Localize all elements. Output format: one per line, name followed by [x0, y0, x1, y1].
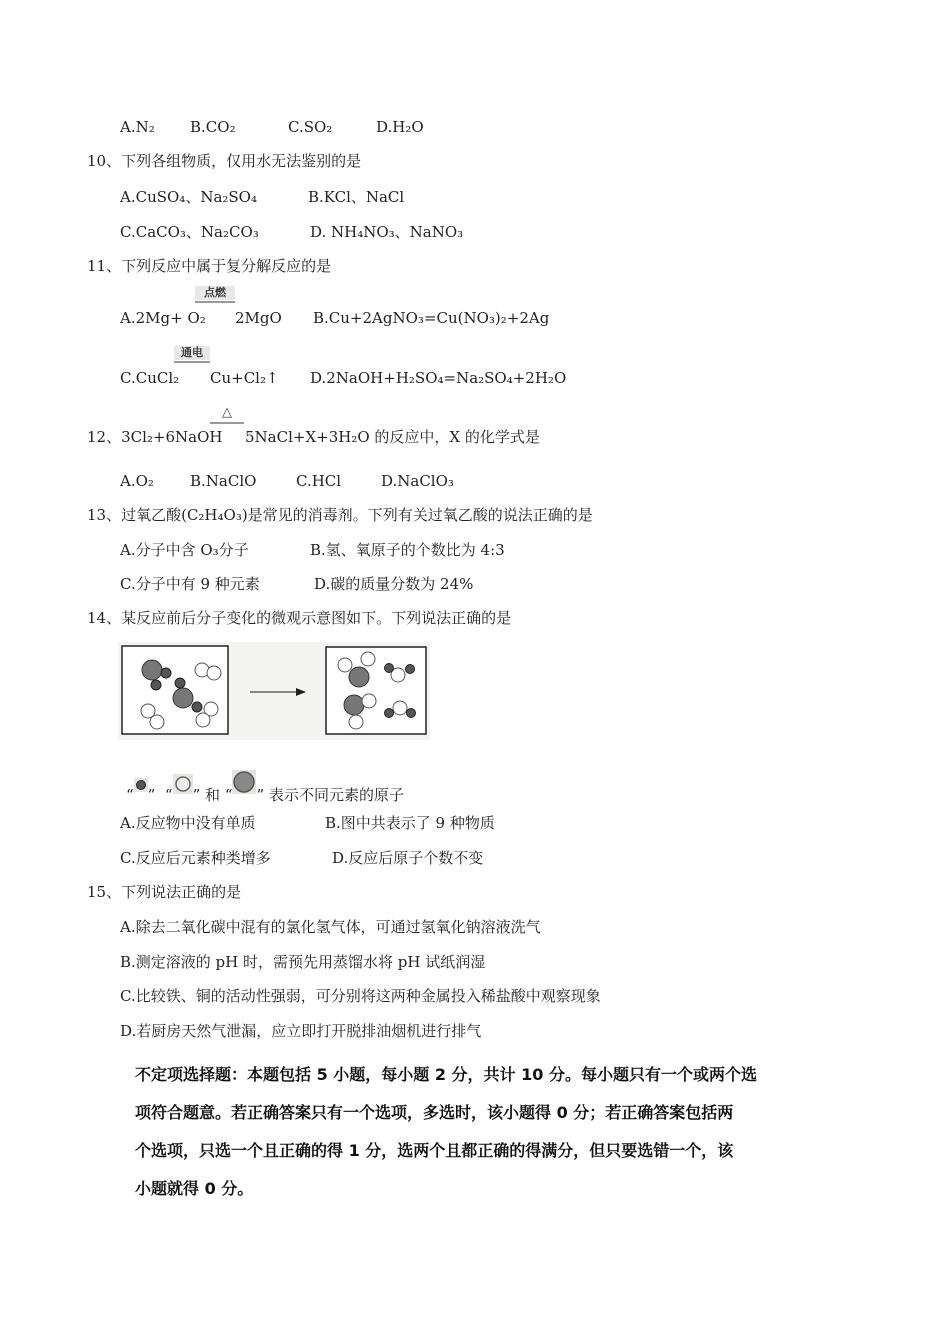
q15-option-b: B.测定溶液的 pH 时，需预先用蒸馏水将 pH 试纸润湿 — [120, 953, 486, 971]
q15-stem: 15、下列说法正确的是 — [87, 883, 242, 901]
small-dark-atom — [385, 664, 394, 673]
q11-option-c-left: C.CuCl₂ — [120, 369, 180, 387]
large-atom — [349, 667, 369, 687]
small-dark-atom — [151, 680, 161, 690]
q11-stem: 11、下列反应中属于复分解反应的是 — [87, 257, 332, 275]
q12-option-c: C.HCl — [296, 472, 342, 490]
white-atom — [150, 715, 164, 729]
ignite-condition-label: 点燃 — [195, 286, 235, 300]
q13-stem: 13、过氧乙酸(C₂H₄O₃)是常见的消毒剂。下列有关过氧乙酸的说法正确的是 — [87, 506, 593, 524]
large-atom — [344, 695, 364, 715]
q10-option-a: A.CuSO₄、Na₂SO₄ — [120, 188, 257, 206]
legend-and: 和 — [205, 786, 221, 804]
quote-open: “ — [224, 786, 233, 804]
large-atom — [142, 660, 162, 680]
white-atom — [362, 694, 376, 708]
q13-option-b: B.氢、氧原子的个数比为 4:3 — [310, 541, 505, 559]
q9-option-c: C.SO₂ — [288, 118, 333, 136]
q11-option-d: D.2NaOH+H₂SO₄=Na₂SO₄+2H₂O — [310, 369, 567, 387]
white-atom — [207, 666, 221, 680]
small-dark-atom — [407, 709, 416, 718]
q11-option-a-right: 2MgO — [235, 309, 282, 327]
q11-option-a-condition — [195, 286, 235, 303]
reaction-arrow-bar — [174, 361, 210, 363]
q10-option-d: D. NH₄NO₃、NaNO₃ — [310, 223, 464, 241]
section-note-line-4: 小题就得 0 分。 — [135, 1179, 254, 1198]
section-note-line-1: 不定项选择题：本题包括 5 小题，每小题 2 分，共计 10 分。每小题只有一个或两个选 — [135, 1065, 757, 1084]
reaction-diagram — [118, 642, 430, 740]
q12-condition — [210, 405, 244, 424]
white-atom — [349, 715, 363, 729]
before-box — [122, 646, 228, 734]
white-atom — [196, 713, 210, 727]
small-dark-atom — [192, 702, 202, 712]
q9-option-a: A.N₂ — [120, 118, 155, 136]
q14-option-c: C.反应后元素种类增多 — [120, 849, 271, 867]
q11-option-c-right: Cu+Cl₂↑ — [210, 369, 279, 387]
electrolysis-condition-label: 通电 — [174, 346, 210, 360]
q10-option-b: B.KCl、NaCl — [308, 188, 405, 206]
q9-option-b: B.CO₂ — [190, 118, 236, 136]
white-atom — [361, 652, 375, 666]
q14-stem: 14、某反应前后分子变化的微观示意图如下。下列说法正确的是 — [87, 609, 512, 627]
q14-option-d: D.反应后原子个数不变 — [332, 849, 484, 867]
q12-option-d: D.NaClO₃ — [381, 472, 454, 490]
large-atom-icon — [232, 770, 256, 794]
q12-option-a: A.O₂ — [120, 472, 154, 490]
q10-stem: 10、下列各组物质，仅用水无法鉴别的是 — [87, 152, 362, 170]
quote-close: ” — [192, 786, 201, 804]
large-atom — [173, 688, 193, 708]
quote-close: ” — [256, 786, 265, 804]
q13-option-d: D.碳的质量分数为 24% — [314, 575, 474, 593]
q15-option-d: D.若厨房天然气泄漏，应立即打开脱排油烟机进行排气 — [120, 1022, 482, 1040]
q12-stem-left: 12、3Cl₂+6NaOH — [87, 428, 223, 446]
small-dark-atom-icon — [134, 778, 148, 792]
q14-option-b: B.图中共表示了 9 种物质 — [325, 814, 495, 832]
q9-option-d: D.H₂O — [376, 118, 424, 136]
white-atom-icon — [173, 774, 193, 794]
q11-option-b: B.Cu+2AgNO₃=Cu(NO₃)₂+2Ag — [313, 309, 550, 327]
small-dark-atom — [406, 665, 415, 674]
small-dark-atom — [385, 709, 394, 718]
q15-option-c: C.比较铁、铜的活动性强弱，可分别将这两种金属投入稀盐酸中观察现象 — [120, 987, 601, 1005]
q13-option-c: C.分子中有 9 种元素 — [120, 575, 260, 593]
small-dark-atom — [161, 668, 171, 678]
q14-option-a: A.反应物中没有单质 — [120, 814, 256, 832]
q14-legend — [126, 770, 404, 807]
section-note-line-2: 项符合题意。若正确答案只有一个选项，多选时，该小题得 0 分；若正确答案包括两 — [135, 1103, 734, 1122]
quote-close: ” — [147, 786, 156, 804]
reaction-arrow-bar — [210, 422, 244, 424]
white-atom — [338, 658, 352, 672]
q12-option-b: B.NaClO — [190, 472, 257, 490]
q12-stem-right: 5NaCl+X+3H₂O 的反应中，X 的化学式是 — [245, 428, 540, 446]
q13-option-a: A.分子中含 O₃分子 — [120, 541, 249, 559]
q15-option-a: A.除去二氧化碳中混有的氯化氢气体，可通过氢氧化钠溶液洗气 — [120, 918, 541, 936]
white-atom — [393, 701, 407, 715]
small-dark-atom — [175, 678, 185, 688]
q11-option-a-left: A.2Mg+ O₂ — [120, 309, 206, 327]
reaction-arrow-bar — [195, 301, 235, 303]
section-note-line-3: 个选项，只选一个且正确的得 1 分，选两个且都正确的得满分，但只要选错一个，该 — [135, 1141, 734, 1160]
legend-text: 表示不同元素的原子 — [268, 786, 404, 804]
heat-condition-icon: △ — [222, 405, 232, 420]
q10-option-c: C.CaCO₃、Na₂CO₃ — [120, 223, 259, 241]
quote-open: “ — [164, 786, 173, 804]
q11-option-c-condition — [174, 346, 210, 363]
quote-open: “ — [126, 786, 134, 804]
